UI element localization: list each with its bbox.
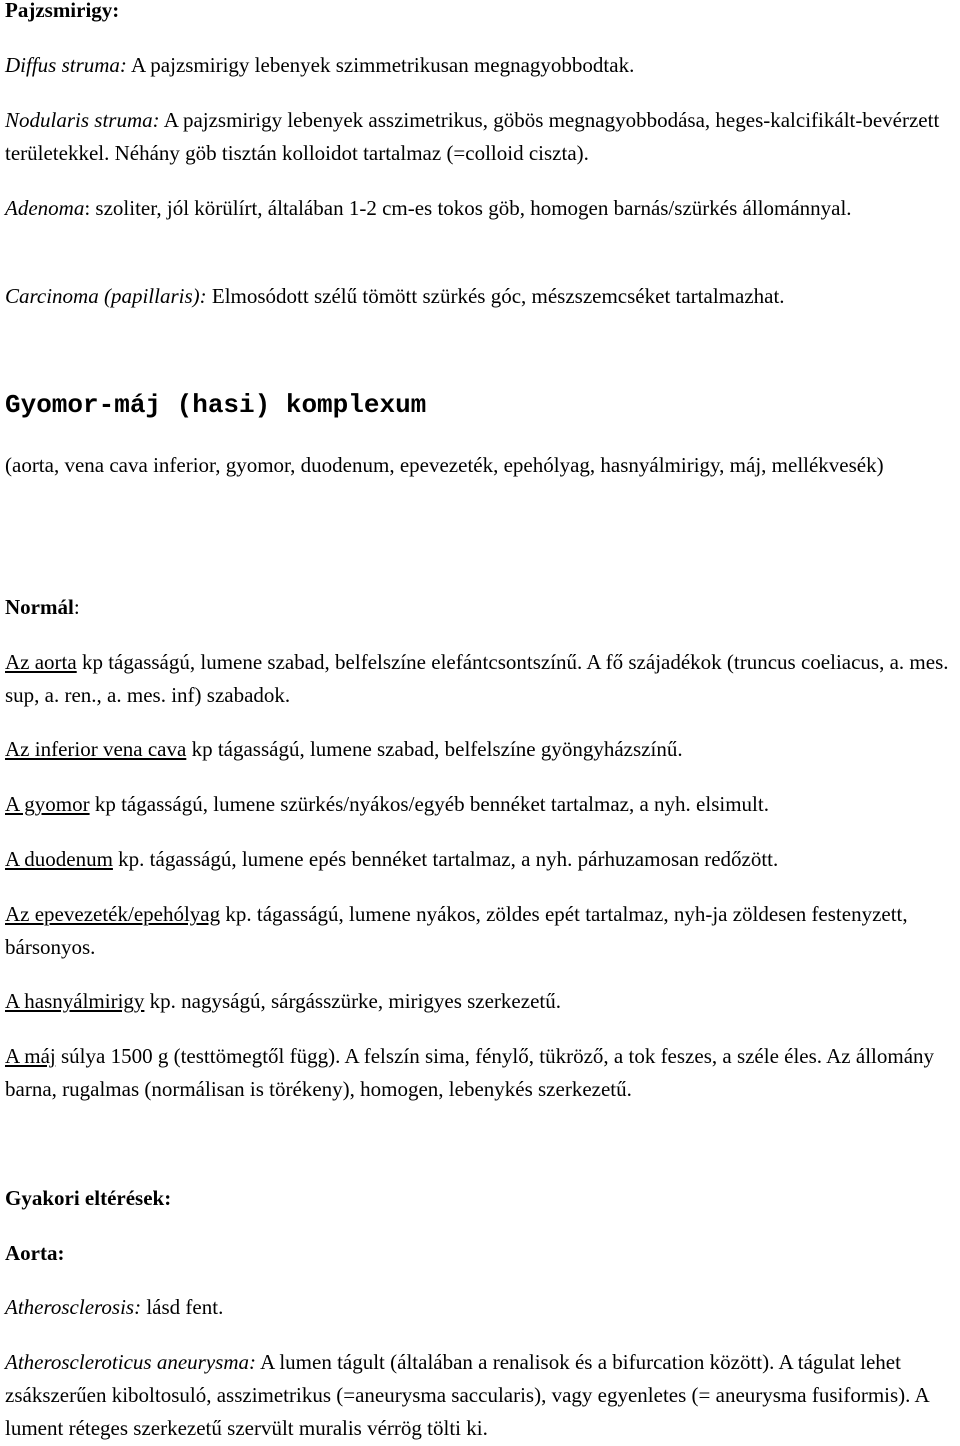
section-heading-pajzsmirigy: Pajzsmirigy: — [5, 0, 120, 22]
paragraph-diffus-struma: Diffus struma: A pajzsmirigy lebenyek szimmetrikusan megnagyobbodtak. — [5, 53, 635, 77]
subheading-aorta: Aorta: — [5, 1241, 65, 1265]
paragraph-carcinoma: Carcinoma (papillaris): Elmosódott szélű tömött szürkés góc, mészszemcséket tartalmazhat. — [5, 284, 785, 308]
section-title-gyomor-maj: Gyomor-máj (hasi) komplexum — [5, 390, 427, 420]
normal-item-maj: A máj súlya 1500 g (testtömegtől függ). A felszín sima, fénylő, tükröző, a tok feszes, a széle éles. Az állomány barna, rugalmas (normálisan is törékeny), homogen, lebenykés szerkezetű. — [5, 1044, 935, 1101]
paragraph-atherosclerosis: Atherosclerosis: lásd fent. — [5, 1295, 224, 1319]
paragraph-aneurysma: Atheroscleroticus aneurysma: A lumen tágult (általában a renalisok és a bifurcation között). A tágulat lehet zsákszerűen kiboltosuló, asszimetrikus (=aneurysma saccularis), vagy egyenletes (= aneurysma fusiformis). A lument réteges szerkezetű szervült muralis vérrög tölti ki. — [5, 1350, 929, 1440]
paragraph-adenoma: Adenoma: szoliter, jól körülírt, általában 1-2 cm-es tokos göb, homogen barnás/szürkés állománnyal. — [5, 196, 852, 220]
normal-item-aorta: Az aorta kp tágasságú, lumene szabad, belfelszíne elefántcsontszínű. A fő szájadékok (truncus coeliacus, a. mes. sup, a. ren., a. mes. inf) szabadok. — [5, 650, 949, 707]
normal-item-hasnyalmirigy: A hasnyálmirigy kp. nagyságú, sárgásszürke, mirigyes szerkezetű. — [5, 989, 561, 1013]
normal-item-gyomor: A gyomor kp tágasságú, lumene szürkés/nyákos/egyéb bennéket tartalmaz, a nyh. elsimult. — [5, 792, 769, 816]
normal-item-duodenum: A duodenum kp. tágasságú, lumene epés bennéket tartalmaz, a nyh. párhuzamosan redőzött. — [5, 847, 779, 871]
normal-item-epevezetek: Az epevezeték/epehólyag kp. tágasságú, lumene nyákos, zöldes epét tartalmaz, nyh-ja zöldesen festenyzett, bársonyos. — [5, 902, 908, 959]
normal-item-vena-cava: Az inferior vena cava kp tágasságú, lumene szabad, belfelszíne gyöngyházszínű. — [5, 737, 683, 761]
organ-list-subtitle: (aorta, vena cava inferior, gyomor, duodenum, epevezeték, epehólyag, hasnyálmirigy, máj, mellékvesék) — [5, 453, 884, 477]
section-heading-gyakori-elteresek: Gyakori eltérések: — [5, 1186, 172, 1210]
normal-heading: Normál: — [5, 595, 80, 619]
paragraph-nodularis-struma: Nodularis struma: A pajzsmirigy lebenyek asszimetrikus, göbös megnagyobbodása, heges-kalcifikált-bevérzett területekkel. Néhány göb tisztán kolloidot tartalmaz (=colloid ciszta). — [5, 108, 940, 165]
